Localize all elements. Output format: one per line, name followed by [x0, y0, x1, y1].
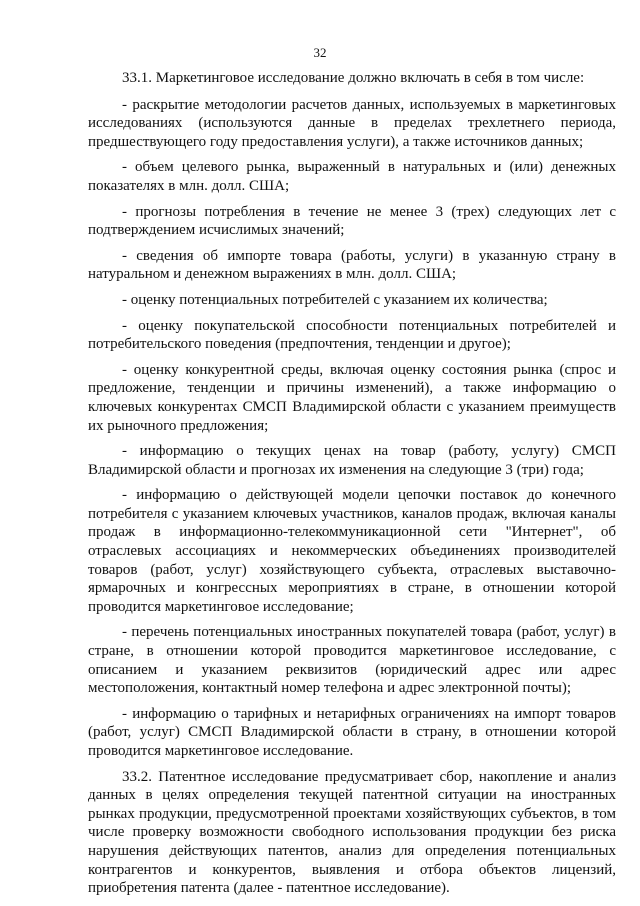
- section-33-2-text: 33.2. Патентное исследование предусматривает сбор, накопление и анализ данных в целях определения текущей патентной ситуации на иностранных рынках продукции, предусмотренной проектами хозяйствующих субъектов, в том числе проверку возможности свободного использования продукции без риска нарушения действующих патентов, анализ для определения потенциальных контрагентов и конкурентов, выявления и отбора объектов лицензий, приобретения патента (далее - патентное исследование).: [88, 768, 616, 897]
- document-body: [88, 69, 616, 906]
- list-item: - объем целевого рынка, выраженный в натуральных и (или) денежных показателях в млн. долл. США;: [88, 159, 616, 194]
- list-item: - оценку потенциальных потребителей с указанием их количества;: [122, 291, 548, 308]
- page-number: 32: [313, 45, 327, 60]
- section-33-1-intro: 33.1. Маркетинговое исследование должно включать в себя в том числе:: [122, 70, 585, 86]
- list-item: - информацию о текущих ценах на товар (работу, услугу) СМСП Владимирской области и прогнозах их изменения на следующие 3 (три) года;: [88, 443, 616, 478]
- list-item: - оценку конкурентной среды, включая оценку состояния рынка (спрос и предложение, тенденции и причины изменений), а также информацию о ключевых конкурентах СМСП Владимирской области с указанием преимуществ их рыночного предложения;: [88, 361, 616, 434]
- list-item: - перечень потенциальных иностранных покупателей товара (работ, услуг) в стране, в отношении которой проводится маркетинговое исследование, с описанием и указанием реквизитов (юридический адрес или адрес местоположения, контактный номер телефона и адрес электронной почты);: [88, 624, 616, 697]
- list-item: - прогнозы потребления в течение не менее 3 (трех) следующих лет с подтверждением исчислимых значений;: [88, 203, 616, 239]
- list-item: - оценку покупательской способности потенциальных потребителей и потребительского поведения (предпочтения, тенденции и другое);: [88, 317, 616, 353]
- list-item: - сведения об импорте товара (работы, услуги) в указанную страну в натуральном и денежном выражениях в млн. долл. США;: [88, 247, 616, 283]
- list-item: - информацию о действующей модели цепочки поставок до конечного потребителя с указанием ключевых участников, каналов продаж, включая каналы продаж в информационно-телекоммуникационной сети "Интернет", об отраслевых ассоциациях и некоммерческих объединениях производителей товаров (работ, услуг) хозяйствующего субъекта, отраслевых выставочно-ярмарочных и конгрессных мероприятиях в стране, в отношении которой проводится маркетинговое исследование;: [88, 487, 616, 615]
- list-item: - информацию о тарифных и нетарифных ограничениях на импорт товаров (работ, услуг) СМСП Владимирской области в страну, в отношении которой проводится маркетинговое исследование.: [88, 705, 616, 759]
- list-item: - раскрытие методологии расчетов данных, используемых в маркетинговых исследованиях (используются данные в пределах трехлетнего периода, предшествующего году предоставления услуги), а также источников данных;: [88, 96, 616, 150]
